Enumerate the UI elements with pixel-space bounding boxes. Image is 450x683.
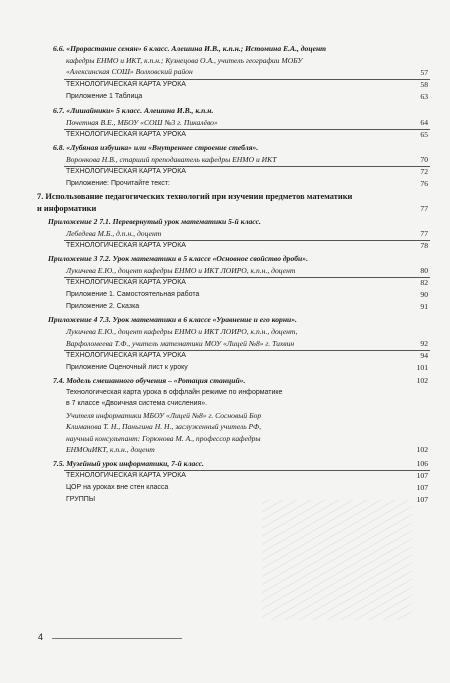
entry-separator [64,350,430,351]
toc-entry: Приложение 3 7.2. Урок математики в 5 классе «Основное свойство дроби». [48,254,308,263]
toc-entry: Приложение 1. Самостоятельная работа [66,291,200,298]
toc-entry: 7.5. Музейный урок информатики, 7-й класс. [53,459,204,468]
toc-page-number: 107 [416,495,428,504]
toc-entry: Климанова Т. Н., Паньгина Н. Н., заслуженный учитель РФ, [66,422,261,431]
toc-page-number: 102 [416,376,428,385]
toc-page-number: 58 [420,80,428,89]
toc-page-number: 101 [416,363,428,372]
toc-page-number: 102 [416,445,428,454]
toc-entry: «Алексинская СОШ» Волховский район [66,67,193,76]
toc-page-number: 80 [420,266,428,275]
toc-entry: ТЕХНОЛОГИЧЕСКАЯ КАРТА УРОКА [66,242,186,249]
toc-page-number: 63 [420,92,428,101]
toc-entry: Приложение Оценочный лист к уроку [66,364,188,371]
toc-entry: Приложение 1 Таблица [66,93,143,100]
toc-page-number: 77 [420,204,428,213]
toc-entry: научный консультант: Горюнова М. А., профессор кафедры [66,434,261,443]
toc-entry: ТЕХНОЛОГИЧЕСКАЯ КАРТА УРОКА [66,279,186,286]
toc-entry: Лукичева Е.Ю., доцент кафедры ЕНМО и ИКТ ЛОИРО, к.п.н., доцент, [66,327,298,336]
entry-separator [64,240,430,241]
toc-page-number: 94 [420,351,428,360]
toc-page-number: 76 [420,179,428,188]
entry-separator [64,79,430,80]
toc-entry: 7. Использование педагогических технологий при изучении предметов математики [37,192,353,201]
toc-page-number: 106 [416,459,428,468]
toc-page-number: 107 [416,471,428,480]
footer-rule [52,638,182,639]
toc-page-number: 70 [420,155,428,164]
toc-entry: ГРУППЫ [66,496,96,503]
toc-page-number: 82 [420,278,428,287]
toc-entry: Приложение 2. Сказка [66,303,140,310]
toc-page-number: 92 [420,339,428,348]
toc-entry: 6.7. «Лишайники» 5 класс. Алешина И.В., к.п.н. [53,106,214,115]
toc-page-number: 107 [416,483,428,492]
toc-entry: Приложение 2 7.1. Перевернутый урок математики 5-й класс. [48,217,261,226]
toc-entry: кафедры ЕНМО и ИКТ, к.п.н.; Кузнецова О.А., учитель географии МОБУ [66,56,303,65]
toc-page-number: 78 [420,241,428,250]
faint-ghost-text [262,500,412,620]
toc-page-number: 65 [420,130,428,139]
toc-entry: ТЕХНОЛОГИЧЕСКАЯ КАРТА УРОКА [66,131,186,138]
toc-page-number: 91 [420,302,428,311]
toc-entry: 6.8. «Лубяная избушка» или «Внутреннее строение стебля». [53,143,259,152]
toc-entry: ТЕХНОЛОГИЧЕСКАЯ КАРТА УРОКА [66,352,186,359]
toc-entry: ТЕХНОЛОГИЧЕСКАЯ КАРТА УРОКА [66,81,186,88]
toc-entry: и информатики [37,204,97,213]
toc-entry: Варфоломеева Т.Ф., учитель математики МОУ «Лицей №8» г. Тихвин [66,339,295,348]
toc-entry: Почетная В.Е., МБОУ «СОШ №3 г. Пикалёво» [66,118,218,127]
entry-separator [64,129,430,130]
toc-page-number: 57 [420,68,428,77]
toc-entry: Воронкова Н.В., старший преподаватель кафедры ЕНМО и ИКТ [66,155,277,164]
toc-entry: ТЕХНОЛОГИЧЕСКАЯ КАРТА УРОКА [66,168,186,175]
toc-entry: 6.6. «Прорастание семян» 6 класс. Алешина И.В., к.п.н.; Истомина Е.А., доцент [53,44,327,53]
toc-entry: в 7 классе «Двоичная система счисления». [66,400,208,407]
toc-entry: ЕНМОиИКТ, к.п.н., доцент [66,445,155,454]
toc-entry: Приложение: Прочитайте текст: [66,180,170,187]
entry-separator [64,277,430,278]
toc-entry: Лукичева Е.Ю., доцент кафедры ЕНМО и ИКТ ЛОИРО, к.п.н., доцент [66,266,296,275]
toc-entry: Технологическая карта урока в оффлайн режиме по информатике [66,389,283,396]
toc-entry: ЦОР на уроках вне стен класса [66,484,169,491]
toc-page-number: 64 [420,118,428,127]
toc-page-number: 90 [420,290,428,299]
entry-separator [64,166,430,167]
toc-entry: 7.4. Модель смешанного обучения – «Ротация станций». [53,376,246,385]
toc-entry: Учителя информатики МБОУ «Лицей №8» г. Сосновый Бор [66,411,262,420]
toc-page-number: 72 [420,167,428,176]
toc-entry: Приложение 4 7.3. Урок математики в 6 классе «Уравнение и его корни». [48,315,297,324]
page-number: 4 [38,632,44,642]
toc-page-number: 77 [420,229,428,238]
toc-entry: Лебедева М.Б., д.п.н., доцент [66,229,162,238]
entry-separator [64,470,430,471]
toc-entry: ТЕХНОЛОГИЧЕСКАЯ КАРТА УРОКА [66,472,186,479]
